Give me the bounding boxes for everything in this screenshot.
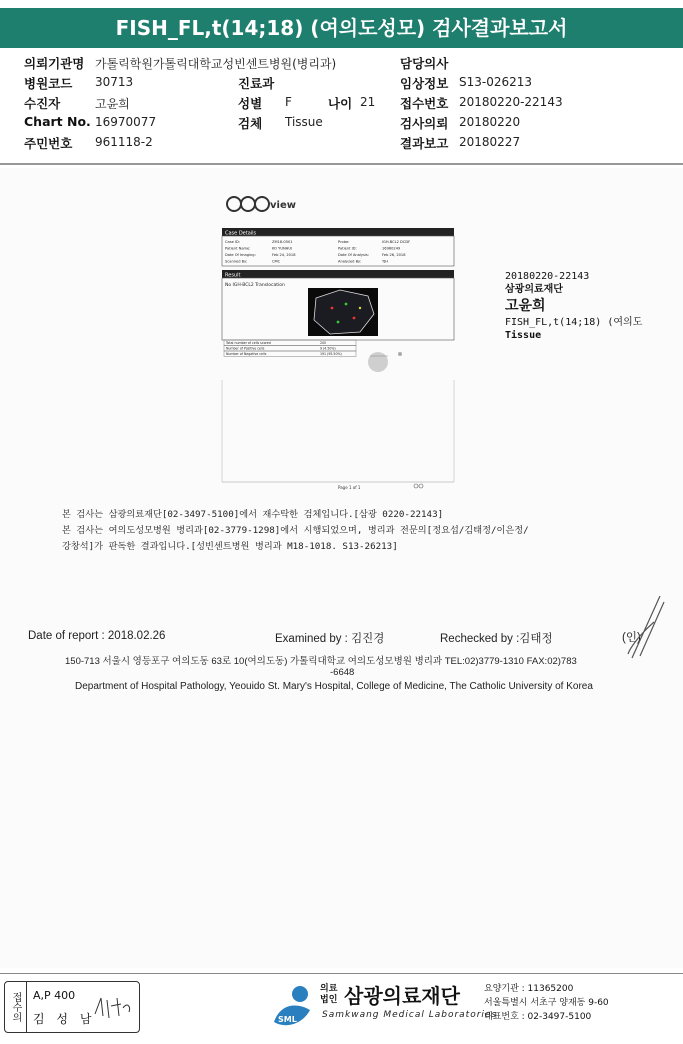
age-value: 21	[360, 95, 376, 109]
case-field-value: 16960249	[382, 246, 401, 251]
institution-label: 의뢰기관명	[24, 56, 85, 71]
note-line-2: 본 검사는 여의도성모병원 병리과[02-3779-1298]에서 시행되었으며, 병리과 전문의[정요섭/김태정/이은정/	[62, 525, 529, 536]
stat-label: Number of Negative cells	[226, 352, 267, 356]
report-title: FISH_FL,t(14;18) (여의도성모) 검사결과보고서	[0, 8, 683, 48]
stamp-org: 삼광의료재단	[505, 284, 563, 295]
test-request-value: 20180220	[459, 115, 521, 129]
resident-no-label: 주민번호	[24, 136, 73, 151]
case-field-value: Feb 26, 2018	[382, 253, 406, 257]
sign-side-label: 접수의	[5, 982, 27, 1032]
specimen-label: 검체	[238, 116, 263, 131]
note-line-3: 강창석]가 판독한 결과입니다.[성빈센트병원 병리과 M18-1018. S13-26213]	[62, 541, 398, 552]
case-field-value: ZM18-0501	[272, 240, 293, 244]
signature-mark	[600, 592, 670, 662]
fish-cell-image	[308, 288, 378, 336]
stat-value: 200	[320, 341, 327, 345]
handwritten-signature	[91, 992, 135, 1022]
receipt-no-value: 20180220-22143	[459, 95, 563, 109]
footer-divider	[0, 973, 683, 974]
sex-value: F	[285, 95, 292, 109]
stat-value: 9 (4.50%)	[320, 346, 336, 351]
case-field-value: IGH-BCL2 DCDF	[382, 240, 411, 244]
resident-no-value: 961118-2	[95, 135, 153, 149]
chart-no-value: 16970077	[95, 115, 157, 129]
stat-label: Total number of cells scored	[226, 341, 271, 345]
case-field-value: CMC	[272, 259, 281, 264]
stamp-specimen: Tissue	[505, 330, 542, 341]
case-field-label: Analyzed By:	[338, 259, 362, 264]
result-report-label: 결과보고	[400, 136, 449, 151]
page-label: Page 1 of 1	[338, 485, 361, 490]
contact-line-1: 요양기관 : 11365200	[484, 984, 574, 994]
contact-line-3: 대표번호 : 02-3497-5100	[484, 1012, 592, 1022]
seal-mark: (인)	[622, 632, 641, 644]
samkwang-logo-block	[270, 980, 680, 1036]
logo-badge: SML	[278, 1015, 297, 1024]
case-details-header: Case Details	[225, 230, 257, 237]
case-field-label: Date Of Imaging:	[225, 253, 256, 257]
rechecked-by: Rechecked by :김태정	[440, 633, 553, 645]
note-line-1: 본 검사는 삼광의료재단[02-3497-5100]에서 재수탁한 검체입니다.[삼광 0220-22143]	[62, 509, 444, 520]
logo-inst-line-1: 의료	[320, 984, 338, 994]
institution-value: 가톨릭학원가톨릭대학교성빈센트병원(병리과)	[95, 57, 337, 71]
attending-label: 담당의사	[400, 56, 449, 71]
address-line-1: 150-713 서울시 영등포구 여의도동 63로 10(여의도동) 가톨릭대학교 여의도성모병원 병리과 TEL:02)3779-1310 FAX:02)783	[65, 656, 577, 667]
stat-value: 191 (95.50%)	[320, 352, 342, 356]
department-label: 진료과	[238, 76, 275, 91]
case-fields	[225, 240, 410, 264]
patient-value: 고윤희	[95, 97, 130, 111]
sign-line-1: A,P 400	[33, 989, 76, 1002]
specimen-value: Tissue	[285, 115, 323, 129]
patient-label: 수진자	[24, 96, 61, 111]
stamp-receipt-no: 20180220-22143	[505, 271, 590, 282]
age-label: 나이	[328, 96, 353, 111]
receipt-no-label: 접수번호	[400, 96, 449, 111]
date-of-report: Date of report : 2018.02.26	[28, 630, 166, 642]
sex-label: 성별	[238, 96, 263, 111]
logo-inst-line-2: 법인	[320, 995, 338, 1005]
fish-report-image	[220, 190, 456, 490]
contact-line-2: 서울특별시 서초구 양재동 9-60	[484, 998, 609, 1008]
report-note	[62, 507, 529, 555]
clinical-info-label: 임상정보	[400, 76, 449, 91]
case-field-value: Feb 24, 2018	[272, 253, 296, 257]
case-field-value: TJH	[382, 259, 388, 264]
cell-statistics	[224, 340, 356, 357]
sml-logo-icon	[270, 982, 318, 1032]
case-field-label: Scanned By:	[225, 259, 248, 264]
case-field-label: Patient ID:	[338, 246, 357, 251]
result-report-value: 20180227	[459, 135, 521, 149]
bioview-footer-logo	[414, 484, 423, 488]
hospital-code-label: 병원코드	[24, 76, 73, 91]
logo-name: 삼광의료재단	[344, 984, 460, 1008]
logo-inst	[320, 984, 337, 1006]
result-text: No IGH-BCL2 Translocation	[225, 283, 285, 288]
result-header: Result	[225, 272, 241, 279]
receipt-stamp	[505, 270, 642, 342]
case-field-label: Date Of Analysis:	[338, 253, 369, 257]
sign-line-2: 김 성 남	[33, 1012, 96, 1026]
case-field-value: KO YUNHUI	[272, 246, 293, 251]
brand-text: view	[270, 200, 296, 211]
patient-info-panel	[0, 52, 683, 162]
contact-info	[484, 982, 609, 1024]
examined-by: Examined by : 김진경	[275, 633, 385, 645]
case-field-label: Patient Name:	[225, 246, 251, 251]
case-field-label: Probe:	[338, 240, 350, 244]
department-line: Department of Hospital Pathology, Yeouido St. Mary's Hospital, College of Medicine, The Catholic University of Korea	[75, 681, 593, 692]
logo-english: Samkwang Medical Laboratories	[322, 1010, 498, 1020]
stamp-seal	[368, 352, 402, 372]
hospital-code-value: 30713	[95, 75, 134, 89]
result-bar	[222, 270, 454, 278]
case-field-label: Case ID:	[225, 240, 240, 244]
address-line-2: -6648	[330, 667, 355, 678]
case-details-bar	[222, 228, 454, 236]
stat-label: Number of Positive cells	[226, 346, 265, 351]
stamp-test: FISH_FL,t(14;18) (여의도	[505, 317, 643, 328]
chart-no-label: Chart No.	[24, 114, 91, 129]
bioview-logo	[227, 197, 296, 211]
header-divider	[0, 163, 683, 165]
receipt-sign-box	[4, 981, 140, 1033]
stamp-patient-name: 고윤희	[505, 298, 546, 314]
clinical-info-value: S13-026213	[459, 75, 533, 89]
test-request-label: 검사의뢰	[400, 116, 449, 131]
